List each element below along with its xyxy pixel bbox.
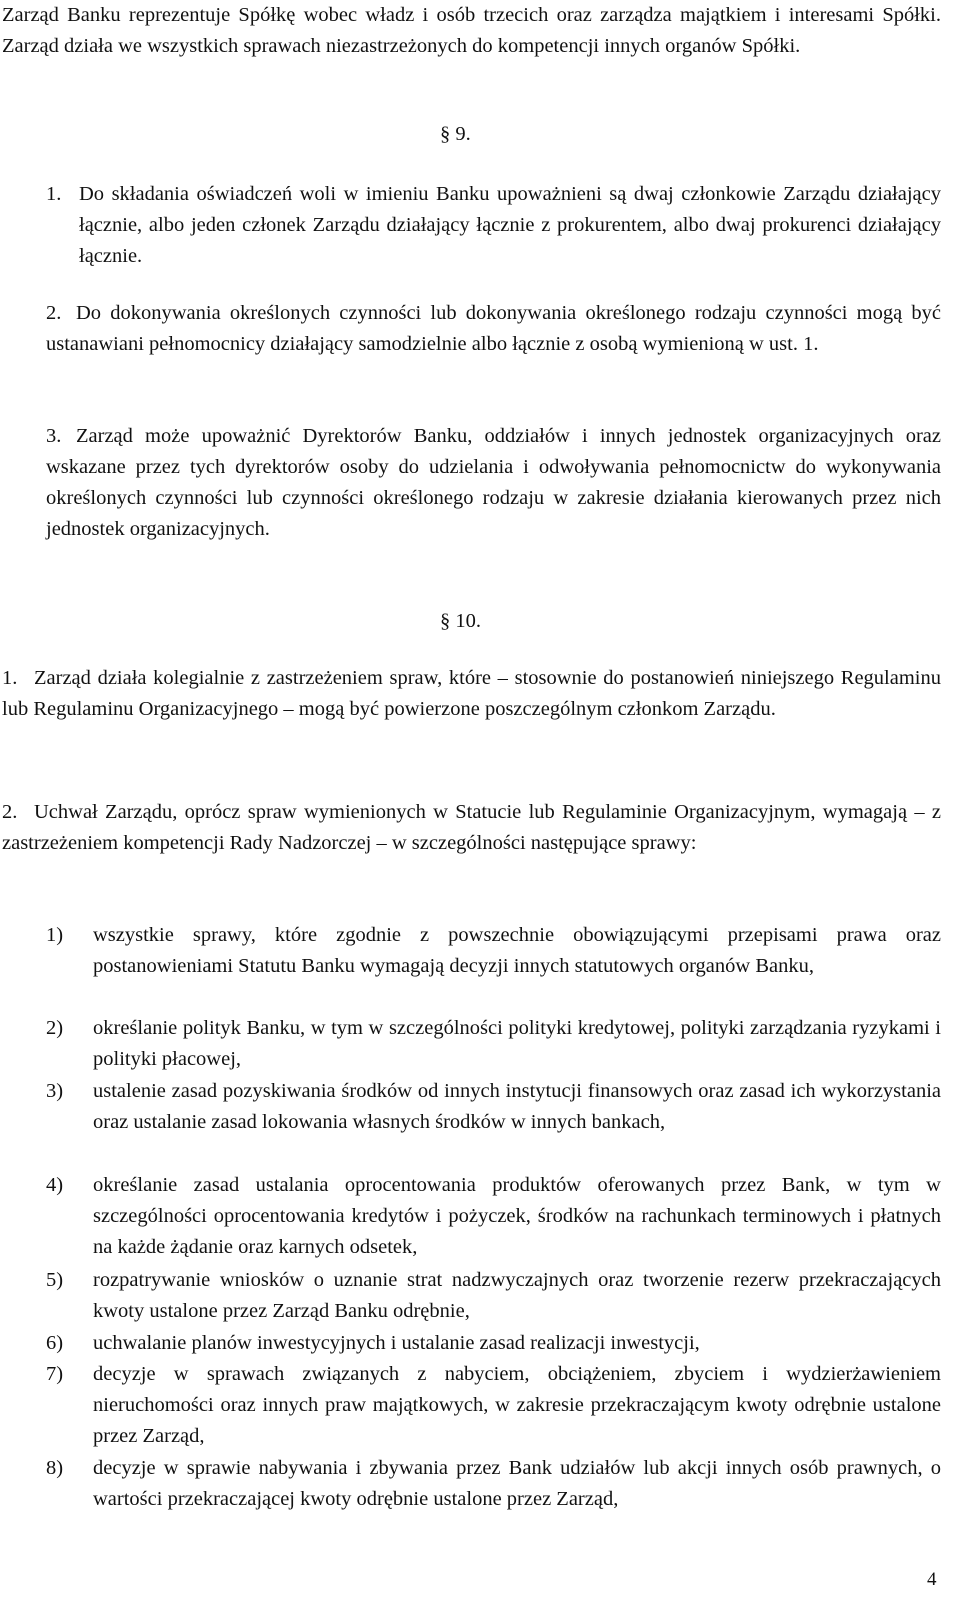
paragraph-number: 2.	[2, 801, 18, 823]
paragraph-number: 2.	[46, 302, 62, 324]
section-9-paragraph-3	[46, 421, 941, 581]
paragraph-number: 1.	[2, 667, 18, 689]
list-item-number: 5)	[46, 1269, 64, 1291]
paragraph-number: 1.	[46, 183, 62, 205]
paragraph-text: Do dokonywania określonych czynności lub dokonywania określonego rodzaju czynności mogą być ustanawiani pełnomocnicy działający samodzielnie albo łącznie z osobą wymienioną w ust. 1.	[46, 302, 941, 355]
paragraph-number: 3.	[46, 425, 62, 447]
section-9-heading: § 9.	[440, 123, 471, 145]
section-9-paragraph-2	[46, 298, 941, 394]
paragraph-text: Uchwał Zarządu, oprócz spraw wymienionych w Statucie lub Regulaminie Organizacyjnym, wymagają – z zastrzeżeniem kompetencji Rady Nadzorczej – w szczególności następujące sprawy:	[2, 801, 941, 854]
section-10-paragraph-1	[2, 663, 941, 759]
list-item-number: 3)	[46, 1080, 64, 1102]
paragraph-text: Zarząd może upoważnić Dyrektorów Banku, oddziałów i innych jednostek organizacyjnych oraz wskazane przez tych dyrektorów osoby do udzielania i odwoływania pełnomocnictw do wykonywania określonych czynności lub czynności określonego rodzaju w zakresie działania kierowanych przez nich jednostek organizacyjnych.	[46, 425, 941, 540]
intro-paragraph	[2, 0, 941, 62]
list-item-number: 8)	[46, 1457, 64, 1479]
page-number: 4	[927, 1569, 937, 1590]
list-item-text: określanie zasad ustalania oprocentowania produktów oferowanych przez Bank, w tym w szczególności oprocentowania kredytów i pożyczek, środków na rachunkach terminowych i płatnych na każde żądanie oraz karnych odsetek,	[93, 1174, 941, 1258]
section-10-paragraph-2	[2, 797, 941, 893]
list-item-text: ustalenie zasad pozyskiwania środków od innych instytucji finansowych oraz zasad ich wykorzystania oraz ustalanie zasad lokowania własnych środków w innych bankach,	[93, 1080, 941, 1133]
paragraph-text: Do składania oświadczeń woli w imieniu Banku upoważnieni są dwaj członkowie Zarządu działający łącznie, albo jeden członek Zarządu działający łącznie z prokurentem, albo dwaj prokurenci działający łącznie.	[79, 183, 941, 267]
list-item-text: decyzje w sprawach związanych z nabyciem, obciążeniem, zbyciem i wydzierżawieniem nieruchomości oraz innych praw majątkowych, w zakresie przekraczającym kwoty odrębnie ustalone przez Zarząd,	[93, 1363, 941, 1447]
list-item-number: 6)	[46, 1332, 64, 1354]
list-item-number: 7)	[46, 1363, 64, 1385]
section-9-paragraph-1	[46, 179, 941, 275]
section-10-heading: § 10.	[440, 610, 481, 632]
list-item-text: rozpatrywanie wniosków o uznanie strat nadzwyczajnych oraz tworzenie rezerw przekraczających kwoty ustalone przez Zarząd Banku odrębnie,	[93, 1269, 941, 1322]
paragraph-text: Zarząd działa kolegialnie z zastrzeżeniem spraw, które – stosownie do postanowień niniejszego Regulaminu lub Regulaminu Organizacyjnego – mogą być powierzone poszczególnym członkom Zarządu.	[2, 667, 941, 720]
list-item-text: określanie polityk Banku, w tym w szczególności polityki kredytowej, polityki zarządzania ryzykami i polityki płacowej,	[93, 1017, 941, 1070]
list-item-text: uchwalanie planów inwestycyjnych i ustalanie zasad realizacji inwestycji,	[93, 1332, 700, 1354]
list-item-number: 2)	[46, 1017, 64, 1039]
list-item-text: wszystkie sprawy, które zgodnie z powszechnie obowiązującymi przepisami prawa oraz postanowieniami Statutu Banku wymagają decyzji innych statutowych organów Banku,	[93, 924, 941, 977]
list-item-number: 1)	[46, 924, 64, 946]
list-item-text: decyzje w sprawie nabywania i zbywania przez Bank udziałów lub akcji innych osób prawnych, o wartości przekraczającej kwoty odrębnie ustalone przez Zarząd,	[93, 1457, 941, 1510]
list-item-number: 4)	[46, 1174, 64, 1196]
intro-text: Zarząd Banku reprezentuje Spółkę wobec władz i osób trzecich oraz zarządza majątkiem i interesami Spółki. Zarząd działa we wszystkich sprawach niezastrzeżonych do kompetencji innych organów Spółki.	[2, 4, 941, 57]
